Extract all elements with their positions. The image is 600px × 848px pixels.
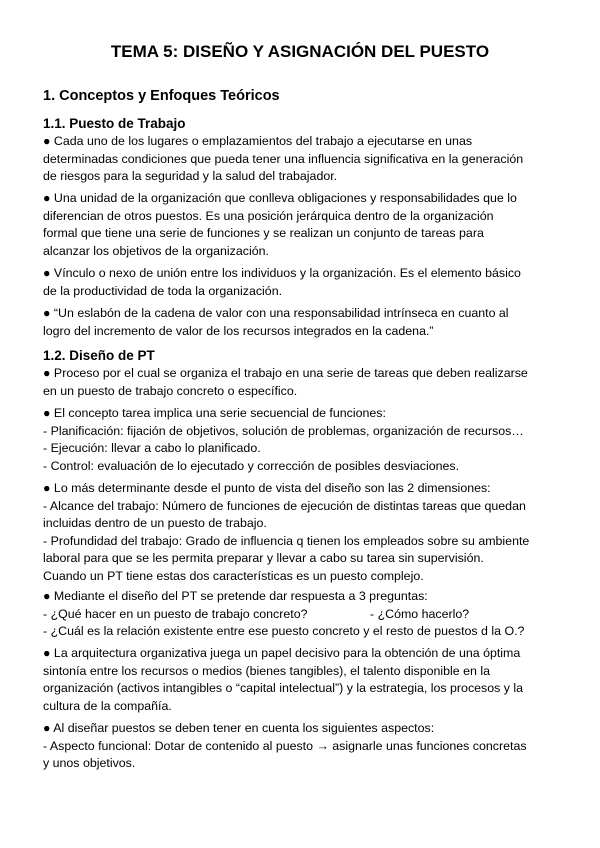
text-line: y unos objetivos. (43, 756, 136, 770)
paragraph-puesto-3 (43, 265, 563, 300)
paragraph-puesto-4 (43, 305, 563, 340)
text-line: - Profundidad del trabajo: Grado de influencia q tienen los empleados sobre su ambiente (43, 533, 530, 548)
text-line: cultura de la compañía. (43, 698, 172, 713)
text-line: - Ejecución: llevar a cabo lo planificado. (43, 441, 261, 455)
text-line: - Alcance del trabajo: Número de funciones de ejecución de distintas tareas que quedan (43, 498, 526, 513)
document-title: TEMA 5: DISEÑO Y ASIGNACIÓN DEL PUESTO (110, 42, 490, 61)
text-line: ● Vínculo o nexo de unión entre los individuos y la organización. Es el elemento básico (43, 266, 521, 280)
text-line: Cuando un PT tiene estas dos características es un puesto complejo. (43, 568, 424, 583)
text-line: diferencian de otros puestos. Es una posición jerárquica dentro de la organización (43, 208, 494, 223)
questions-row (43, 606, 563, 624)
text-line: incluidas dentro de un puesto de trabajo. (43, 516, 267, 530)
text-line: ● Al diseñar puestos se deben tener en cuenta los siguientes aspectos: (43, 721, 435, 735)
paragraph-puesto-1 (43, 133, 563, 186)
text-line: ● Cada uno de los lugares o emplazamientos del trabajo a ejecutarse en unas (43, 134, 473, 148)
text-line: laboral para que se les permita preparar y llevar a cabo su tarea sin supervisión. (43, 551, 484, 565)
text-line: ● “Un eslabón de la cadena de valor con una responsabilidad intrínseca en cuanto al (43, 306, 509, 320)
text-line: ● La arquitectura organizativa juega un papel decisivo para la obtención de una óptima (43, 646, 521, 660)
question-como: - ¿Cómo hacerlo? (370, 606, 470, 621)
text-line: de la productividad de toda la organización. (43, 283, 283, 298)
text-line: ● Mediante el diseño del PT se pretende dar respuesta a 3 preguntas: (43, 589, 428, 603)
text-line: en un puesto de trabajo concreto o específico. (43, 383, 298, 398)
text-line: - Aspecto funcional: Dotar de contenido al puesto → asignarle unas funciones concretas (43, 738, 527, 753)
text-line: formal que tiene una serie de funciones y se realizan un conjunto de tareas para (43, 226, 484, 240)
text-line: - Planificación: fijación de objetivos, solución de problemas, organización de recursos… (43, 423, 524, 438)
text-line: sintonía entre los recursos o medios (bienes tangibles), el talento disponible en la (43, 663, 491, 678)
text-line: organización (activos intangibles o “capital intelectual”) y la estrategia, los procesos y la (43, 681, 524, 695)
subsection-heading-puesto: 1.1. Puesto de Trabajo (43, 116, 186, 131)
text-line: ● Una unidad de la organización que conlleva obligaciones y responsabilidades que lo (43, 191, 517, 205)
paragraph-diseno-6 (43, 720, 563, 773)
question-que: - ¿Qué hacer en un puesto de trabajo concreto? (43, 606, 308, 621)
paragraph-diseno-1 (43, 365, 563, 400)
text-line: determinadas condiciones que pueda tener una influencia significativa en la generación (43, 151, 524, 166)
paragraph-diseno-4 (43, 588, 563, 641)
text-line: ● Lo más determinante desde el punto de vista del diseño son las 2 dimensiones: (43, 481, 491, 495)
section-heading: 1. Conceptos y Enfoques Teóricos (43, 88, 280, 104)
text-line: logro del incremento de valor de los recursos integrados en la cadena.” (43, 323, 434, 338)
paragraph-diseno-5 (43, 645, 563, 715)
text-line: ● Proceso por el cual se organiza el trabajo en una serie de tareas que deben realizarse (43, 366, 528, 380)
text-line: de riesgos para la seguridad y la salud del trabajador. (43, 169, 338, 183)
paragraph-diseno-3 (43, 480, 563, 585)
paragraph-diseno-2 (43, 405, 563, 475)
text-line: ● El concepto tarea implica una serie secuencial de funciones: (43, 406, 386, 420)
question-relacion: - ¿Cuál es la relación existente entre ese puesto concreto y el resto de puestos d la O.? (43, 624, 525, 638)
paragraph-puesto-2 (43, 190, 563, 260)
text-line: alcanzar los objetivos de la organización. (43, 243, 269, 258)
text-line: - Control: evaluación de lo ejecutado y corrección de posibles desviaciones. (43, 458, 460, 473)
subsection-heading-diseno: 1.2. Diseño de PT (43, 348, 155, 363)
